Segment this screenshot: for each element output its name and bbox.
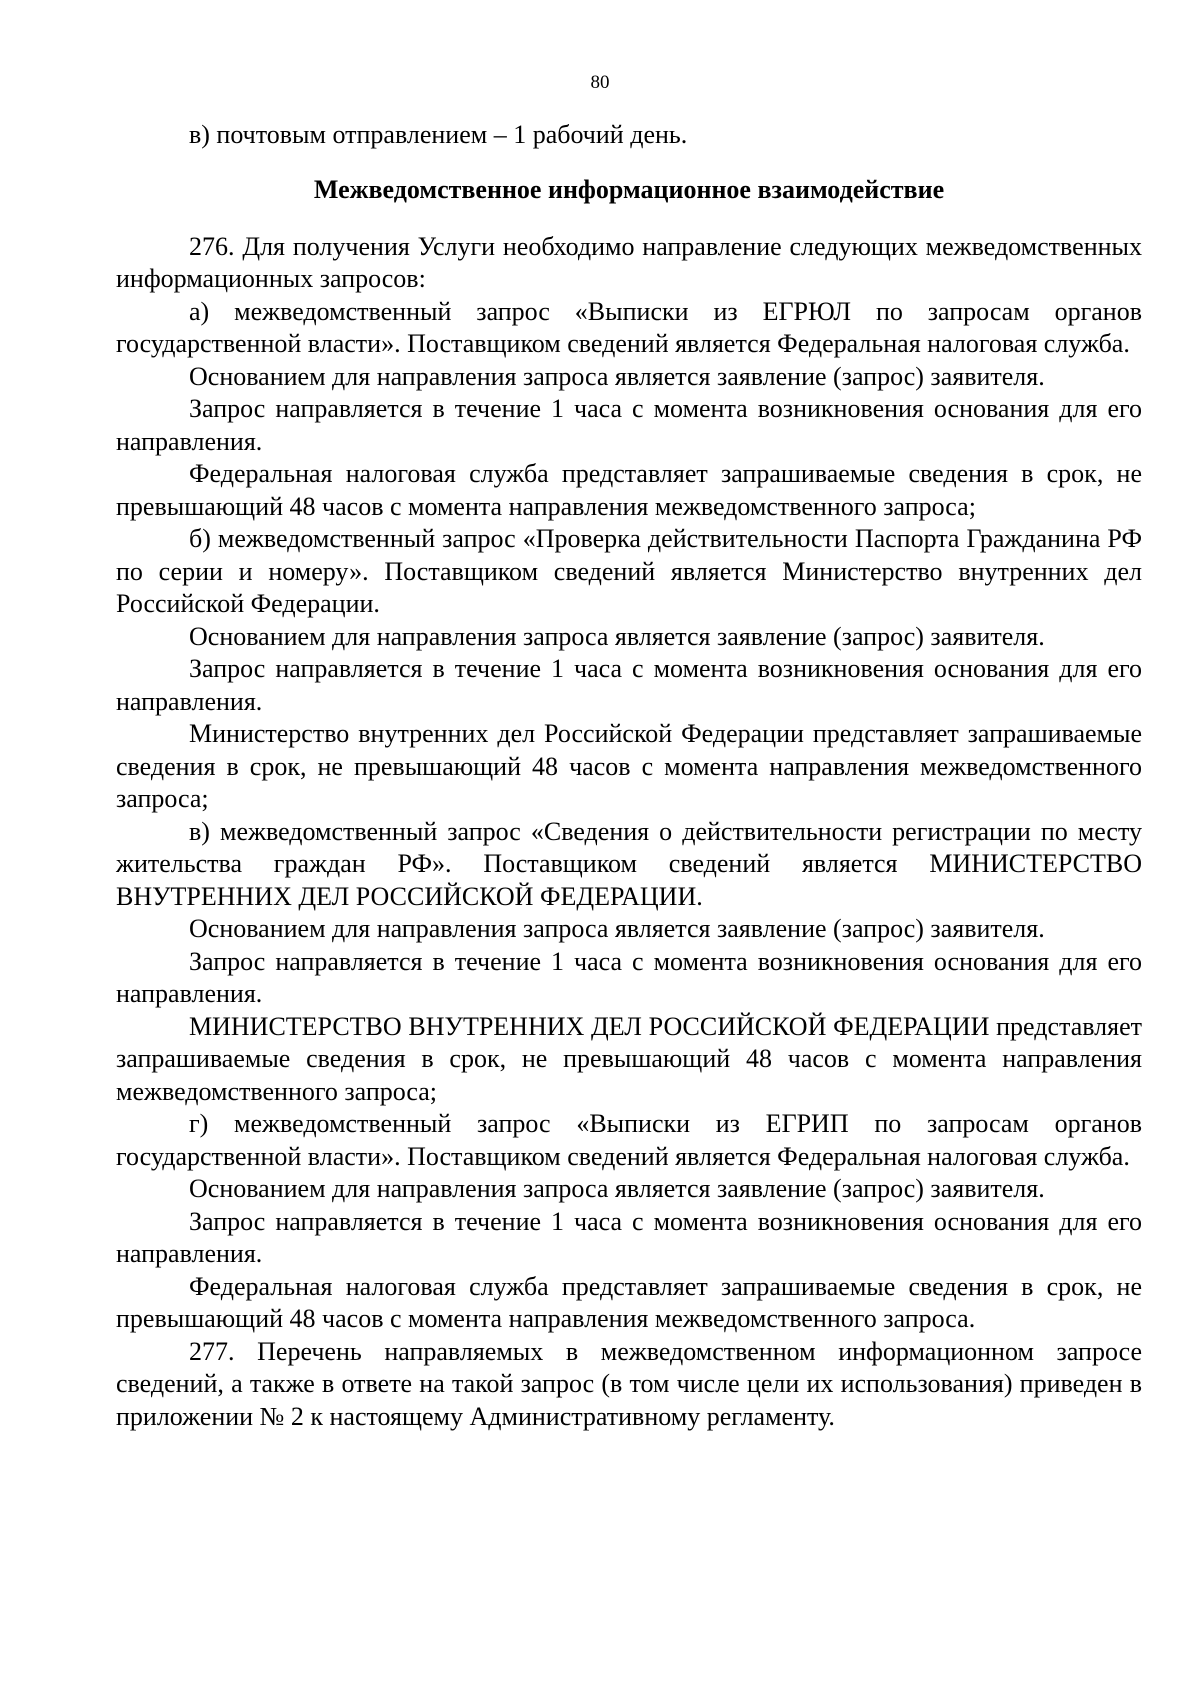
paragraph-v-basis: Основанием для направления запроса является заявление (запрос) заявителя. [189,914,1045,943]
paragraph-request-g: г) межведомственный запрос «Выписки из ЕГРИП по запросам органов государственной власти». Поставщиком сведений является Федеральная налоговая служба. [116,1109,1142,1171]
paragraph-g-timing: Запрос направляется в течение 1 часа с момента возникновения основания для его направления. [116,1206,1142,1268]
paragraph-g-response: Федеральная налоговая служба представляет запрашиваемые сведения в срок, не превышающий 48 часов с момента направления межведомственного запроса. [116,1271,1142,1333]
paragraph-a-timing: Запрос направляется в течение 1 часа с момента возникновения основания для его направления. [116,394,1142,456]
paragraph-request-a: а) межведомственный запрос «Выписки из ЕГРЮЛ по запросам органов государственной власти». Поставщиком сведений является Федеральная налоговая служба. [116,296,1142,358]
page-number: 80 [590,72,610,93]
paragraph-request-v: в) межведомственный запрос «Сведения о действительности регистрации по месту жительства граждан РФ». Поставщиком сведений является МИНИСТЕРСТВО ВНУТРЕННИХ ДЕЛ РОССИЙСКОЙ ФЕДЕРАЦИИ. [116,816,1142,911]
paragraph-b-response: Министерство внутренних дел Российской Федерации представляет запрашиваемые сведения в срок, не превышающий 48 часов с момента направления межведомственного запроса; [116,719,1142,813]
paragraph-b-timing: Запрос направляется в течение 1 часа с момента возникновения основания для его направления. [116,654,1142,716]
paragraph-a-basis: Основанием для направления запроса является заявление (запрос) заявителя. [189,361,1045,391]
paragraph-v-response: МИНИСТЕРСТВО ВНУТРЕННИХ ДЕЛ РОССИЙСКОЙ ФЕДЕРАЦИИ представляет запрашиваемые сведения в срок, не превышающий 48 часов с момента направления межведомственного запроса; [116,1011,1142,1106]
paragraph-g-basis: Основанием для направления запроса является заявление (запрос) заявителя. [189,1174,1045,1203]
document-body [116,119,1142,1433]
paragraph-277: 277. Перечень направляемых в межведомственном информационном запросе сведений, а также в ответе на такой запрос (в том числе цели их использования) приведен в приложении № 2 к настоящему Административному регламенту. [116,1336,1142,1431]
paragraph-v-timing: Запрос направляется в течение 1 часа с момента возникновения основания для его направления. [116,946,1142,1008]
section-heading: Межведомственное информационное взаимодействие [313,174,945,204]
paragraph-276-intro: 276. Для получения Услуги необходимо направление следующих межведомственных информационных запросов: [116,231,1142,293]
paragraph-b-basis: Основанием для направления запроса является заявление (запрос) заявителя. [189,621,1045,651]
paragraph-a-response: Федеральная налоговая служба представляет запрашиваемые сведения в срок, не превышающий 48 часов с момента направления межведомственного запроса; [116,459,1142,521]
paragraph-request-b: б) межведомственный запрос «Проверка действительности Паспорта Гражданина РФ по серии и номеру». Поставщиком сведений является Министерство внутренних дел Российской Федерации. [116,524,1142,618]
paragraph-postal-delivery: в) почтовым отправлением – 1 рабочий день. [189,120,688,149]
